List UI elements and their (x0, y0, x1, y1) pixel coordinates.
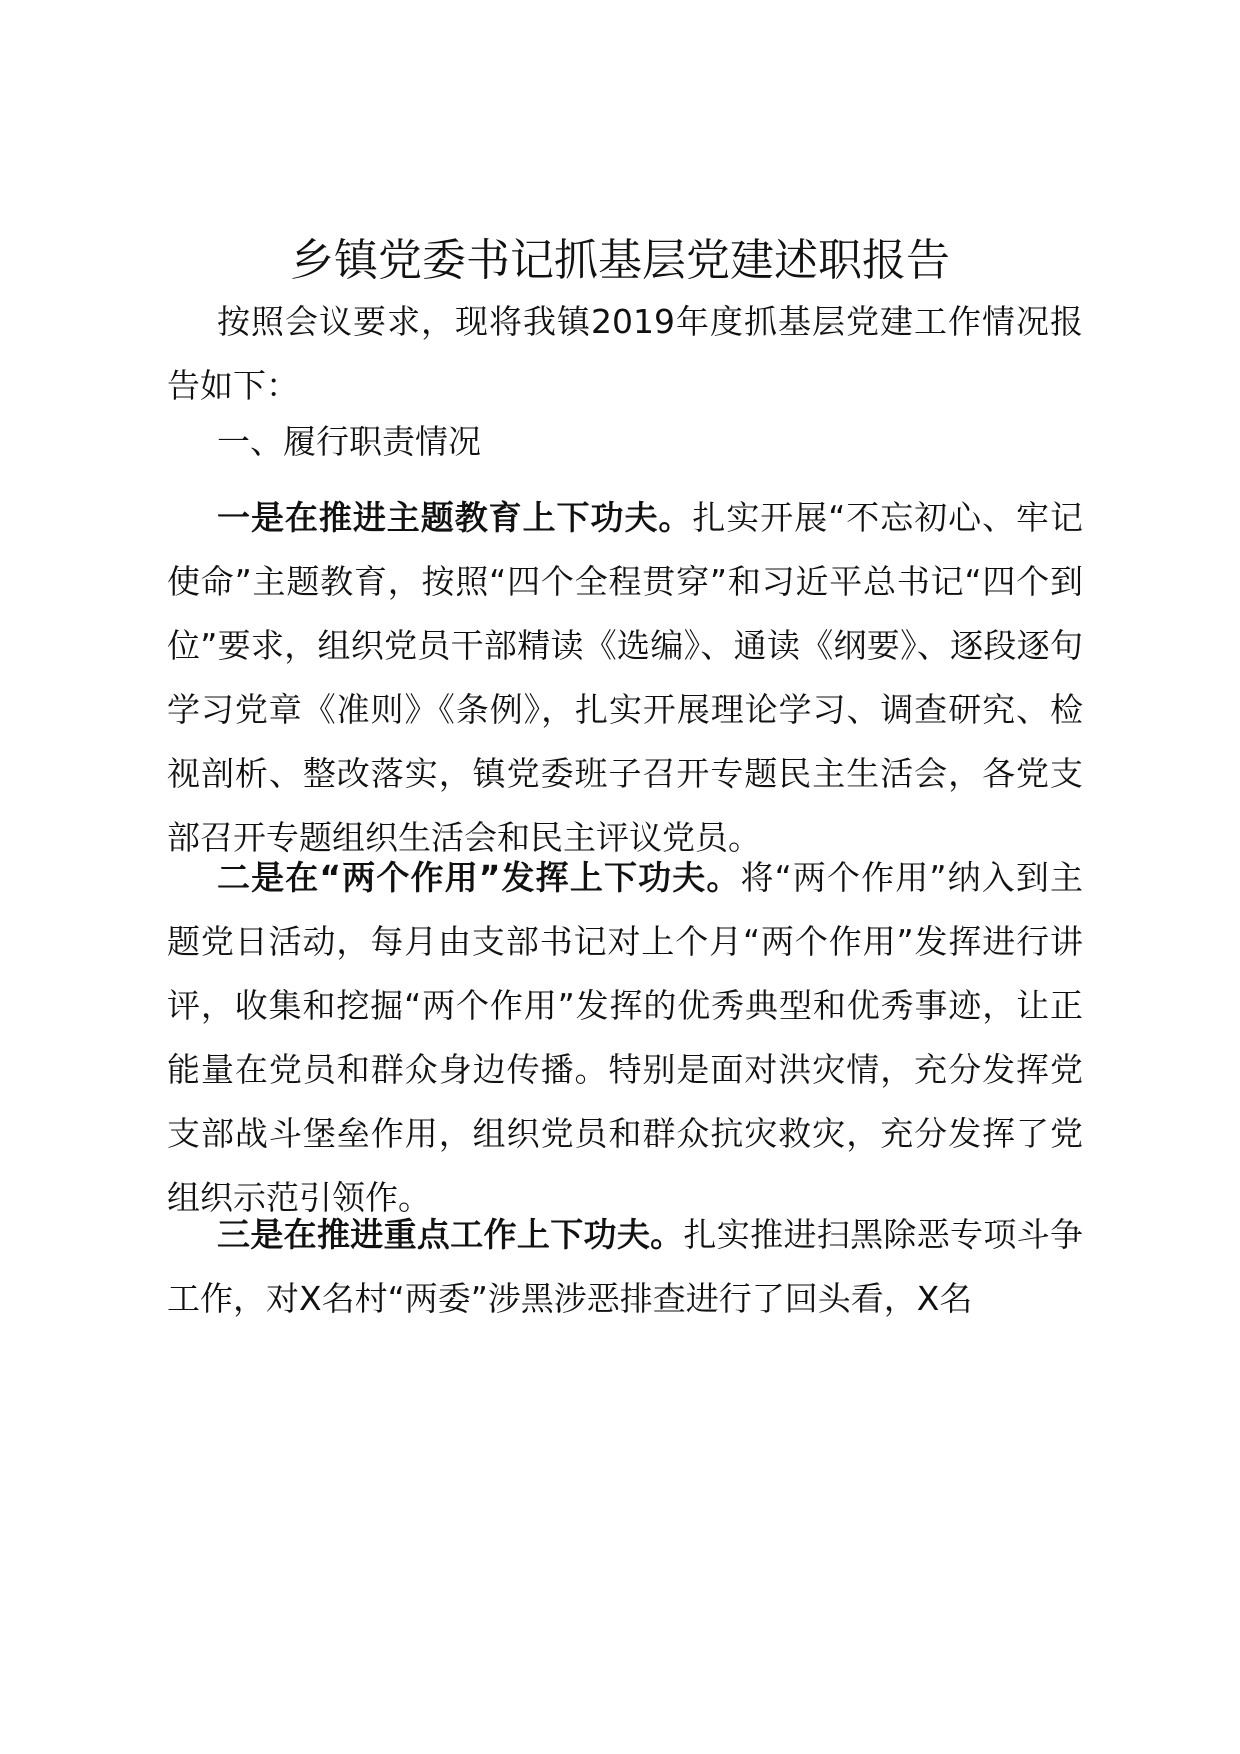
paragraph-lead: 二是在“两个作用”发挥上下功夫。 (217, 858, 741, 897)
paragraph-text: 将“两个作用”纳入到主题党日活动，每月由支部书记对上个月“两个作用”发挥进行讲评，收集和挖掘“两个作用”发挥的优秀典型和优秀事迹，让正能量在党员和群众身边传播。特别是面对洪灾情，充分发挥党支部战斗堡垒作用，组织党员和群众抗灾救灾，充分发挥了党组织示范引领作。 (167, 858, 1083, 1217)
paragraph-item-3 (167, 1203, 1083, 1331)
paragraph-item-1 (167, 486, 1083, 870)
document-title: 乡镇党委书记抓基层党建述职报告 (290, 235, 950, 286)
paragraph-lead: 三是在推进重点工作上下功夫。 (217, 1215, 684, 1254)
paragraph-text: 扎实开展“不忘初心、牢记使命”主题教育，按照“四个全程贯穿”和习近平总书记“四个到位”要求，组织党员干部精读《选编》、通读《纲要》、逐段逐句学习党章《准则》《条例》，扎实开展理论学习、调查研究、检视剖析、整改落实，镇党委班子召开专题民主生活会，各党支部召开专题组织生活会和民主评议党员。 (167, 498, 1083, 857)
section-heading: 一、履行职责情况 (217, 422, 481, 461)
paragraph-item-2 (167, 846, 1083, 1230)
intro-paragraph: 按照会议要求，现将我镇2019年度抓基层党建工作情况报告如下： (167, 302, 1083, 405)
paragraph-lead: 一是在推进主题教育上下功夫。 (217, 498, 693, 537)
paragraph-text: 扎实推进扫黑除恶专项斗争工作，对X名村“两委”涉黑涉恶排查进行了回头看，X名 (167, 1215, 1084, 1318)
